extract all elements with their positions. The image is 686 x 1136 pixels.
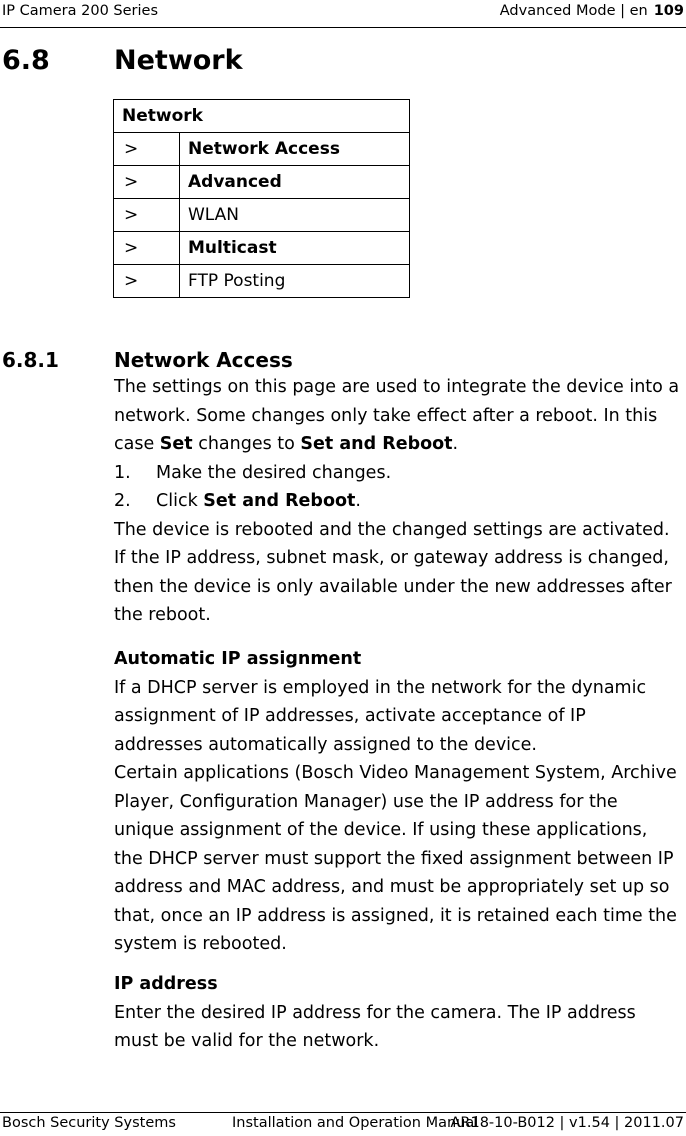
- header-mode: Advanced Mode | en: [499, 3, 648, 19]
- subsection-number: 6.8.1: [2, 348, 59, 372]
- page-number: 109: [653, 3, 684, 19]
- term-set: Set: [159, 434, 193, 454]
- table-arrow: >: [114, 166, 180, 199]
- text-run: .: [355, 491, 361, 511]
- table-header-row: [114, 100, 410, 133]
- auto-ip-line: If a DHCP server is employed in the network for the dynamic: [114, 677, 647, 698]
- table-item-ftp-posting: FTP Posting: [180, 265, 410, 298]
- footer-rule: [0, 1112, 686, 1113]
- ip-address-section: [114, 970, 686, 1056]
- footer-doc-id: AR18-10-B012 | v1.54 | 2011.07: [450, 1115, 684, 1131]
- table-item-multicast: Multicast: [180, 232, 410, 265]
- auto-ip-line: Certain applications (Bosch Video Management System, Archive: [114, 763, 677, 783]
- header-section-info: [500, 3, 684, 19]
- step-item: [114, 459, 686, 488]
- intro-line: [114, 430, 686, 459]
- table-row: [114, 265, 410, 298]
- text-run: Make the desired changes.: [156, 462, 392, 483]
- table-arrow: >: [114, 199, 180, 232]
- auto-ip-line: assignment of IP addresses, activate acceptance of IP: [114, 706, 586, 726]
- text-run: Click: [156, 491, 204, 511]
- intro-paragraph: [114, 373, 686, 630]
- result-line: the reboot.: [114, 605, 211, 625]
- result-line: If the IP address, subnet mask, or gateway address is changed,: [114, 548, 669, 568]
- result-line: then the device is only available under the new addresses after: [114, 576, 672, 597]
- footer-manual-title: Installation and Operation Manual: [232, 1115, 479, 1131]
- header-product: IP Camera 200 Series: [2, 3, 159, 19]
- ip-address-heading: IP address: [114, 974, 218, 994]
- text-run: .: [452, 434, 459, 454]
- table-row: [114, 133, 410, 166]
- table-item-network-access: Network Access: [180, 133, 410, 166]
- section-title: Network: [114, 45, 243, 76]
- table-arrow: >: [114, 232, 180, 265]
- table-heading: Network: [114, 100, 410, 133]
- term-set-and-reboot: Set and Reboot: [300, 434, 453, 454]
- table-row: [114, 199, 410, 232]
- table-row: [114, 232, 410, 265]
- auto-ip-line: address and MAC address, and must be appropriately set up so: [114, 877, 670, 897]
- step-item: [114, 487, 686, 516]
- auto-ip-line: the DHCP server must support the fixed assignment between IP: [114, 848, 674, 869]
- table-item-advanced: Advanced: [180, 166, 410, 199]
- step-number: 2.: [114, 491, 131, 511]
- text-run: case: [114, 434, 160, 454]
- step-text: [156, 459, 391, 488]
- navigation-table: [113, 99, 410, 298]
- auto-ip-line: Player, Configuration Manager) use the IP address for the: [114, 791, 618, 812]
- table-row: [114, 166, 410, 199]
- footer-company: Bosch Security Systems: [2, 1115, 176, 1131]
- text-run: changes to: [192, 434, 301, 454]
- subsection-title: Network Access: [114, 348, 293, 372]
- auto-ip-line: that, once an IP address is assigned, it is retained each time the: [114, 905, 677, 926]
- section-number: 6.8: [2, 45, 50, 76]
- table-arrow: >: [114, 133, 180, 166]
- ip-address-line: Enter the desired IP address for the camera. The IP address: [114, 1002, 636, 1023]
- step-number: 1.: [114, 462, 131, 483]
- page-header: [0, 0, 686, 27]
- result-line: The device is rebooted and the changed settings are activated.: [114, 519, 670, 540]
- auto-ip-line: system is rebooted.: [114, 934, 287, 954]
- ip-address-line: must be valid for the network.: [114, 1031, 380, 1051]
- auto-ip-section: [114, 645, 686, 959]
- intro-line: The settings on this page are used to integrate the device into a: [114, 377, 680, 397]
- table-item-wlan: WLAN: [180, 199, 410, 232]
- step-text: [156, 487, 361, 516]
- table-arrow: >: [114, 265, 180, 298]
- auto-ip-line: addresses automatically assigned to the device.: [114, 734, 537, 755]
- header-rule: [0, 27, 686, 28]
- auto-ip-line: unique assignment of the device. If using these applications,: [114, 820, 648, 840]
- intro-line: network. Some changes only take effect after a reboot. In this: [114, 405, 658, 426]
- auto-ip-heading: Automatic IP assignment: [114, 649, 362, 669]
- term-set-and-reboot: Set and Reboot: [203, 491, 356, 511]
